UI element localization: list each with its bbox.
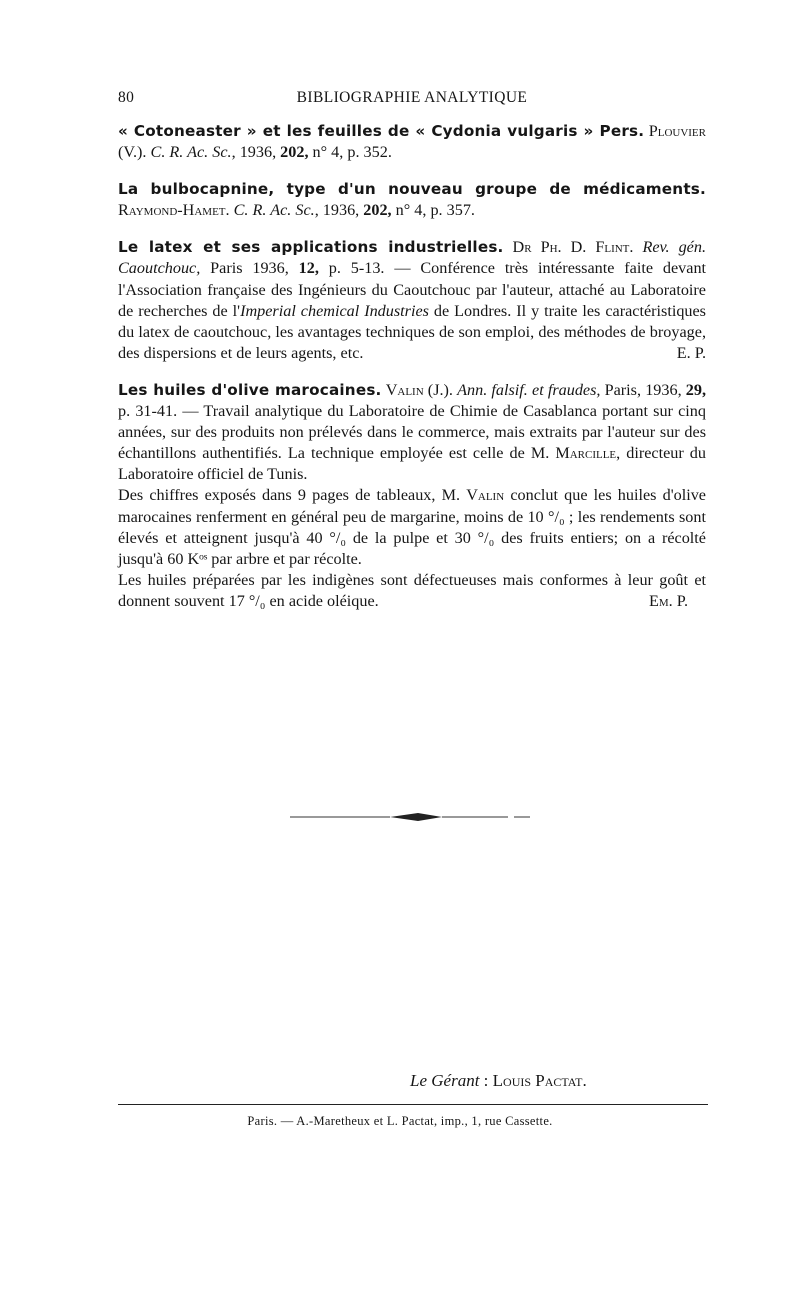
entry-place-year: Paris, 1936, [604,380,682,399]
entry-volume: 12, [298,259,319,278]
entry-pages: p. 5-13. [328,259,385,278]
entry-volume: 202, [363,201,392,220]
entry-para2-person: Valin [466,486,505,505]
entry-journal: Ann. falsif. et fraudes, [457,380,601,399]
entry-journal: Rev. gén. Caoutchouc, [118,238,707,278]
manager-signature [410,1071,587,1091]
entry-year: 1936, [322,201,360,220]
entry-title: La bulbocapnine, type d'un nouveau groupe de médicaments. [118,180,706,199]
manager-name: Louis Pactat. [492,1071,587,1090]
footer-rule [118,1104,708,1105]
bibliography-entry [118,237,706,364]
entry-title: Le latex et ses applications industrielles. [118,238,504,257]
page-number: 80 [118,89,135,106]
entry-title: « Cotoneaster » et les feuilles de « Cydonia vulgaris » Pers. [118,122,645,140]
section-end-ornament [290,810,530,824]
entry-para2-end: conclut que les huiles d'olive marocaines renferment en général peu de margarine, moins de 10 °/₀ ; les rendements sont élevés et atteignent jusqu'à 40 °/₀ de la pulpe et 30 °/₀ des fruits entiers; on a récolté jusqu'à 60 Kᵒˢ par arbre et par récolte. [118,486,706,568]
entry-author: Raymond-Hamet. [118,201,230,220]
entry-abstract: — Travail analytique du Laboratoire de Chimie de Casablanca portant sur cinq années, sur des produits non prélevés dans le commerce, mais extraits par l'auteur sur des échantillons authentifiés. La technique employée est celle de M. [118,402,706,463]
entry-para3: Les huiles préparées par les indigènes sont défectueuses mais conformes à leur goût et donnent souvent 17 °/₀ en acide oléique. [118,570,706,610]
entry-place-year: Paris 1936, [210,259,289,278]
manager-separator: : [479,1071,493,1090]
entry-para2-start: Des chiffres exposés dans 9 pages de tableaux, M. [118,486,467,505]
entry-signature: E. P. [676,343,706,362]
entry-pages: p. 31-41. [118,402,178,421]
bibliography-entry: La bulbocapnine, type d'un nouveau groupe de médicaments. Raymond-Hamet. C. R. Ac. Sc., 1936, 202, n° 4, p. 357. [118,180,706,220]
bibliography-entry [118,380,706,612]
bibliography-entry: « Cotoneaster » et les feuilles de « Cydonia vulgaris » Pers. Plouvier (V.). C. R. Ac. Sc., 1936, 202, n° 4, p. 352. [118,122,706,162]
bibliography-body [118,121,706,612]
entry-year: 1936, [239,143,277,162]
entry-author: Dr Ph. D. Flint. [512,238,634,257]
entry-issue-pages: n° 4, p. 352. [312,143,392,162]
entry-author: Valin (J.). [385,380,453,399]
page-header [118,89,706,113]
entry-issue-pages: n° 4, p. 357. [395,201,475,220]
entry-title: Les huiles d'olive marocaines. [118,380,382,399]
entry-abstract-person: Marcille [555,444,617,463]
entry-abstract-italic: Imperial chemical Industries [240,301,429,320]
entry-abstract-end: de Londres. Il y traite les caractéristiques du latex de caoutchouc, les avantages techniques de son emploi, des méthodes de broyage, des dispersions et de leurs agents, etc. [118,301,706,362]
manager-label: Le Gérant [410,1071,480,1090]
entry-journal: C. R. Ac. Sc. [150,143,232,162]
entry-abstract-end: , directeur du Laboratoire officiel de Tunis. [118,444,706,484]
entry-author: Plouvier (V.). [118,122,706,162]
printer-text: Paris. — A.-Maretheux et L. Pactat, imp., 1, rue Cassette. [247,1114,553,1128]
running-title: BIBLIOGRAPHIE ANALYTIQUE [296,89,528,106]
entry-volume: 202, [280,143,309,162]
entry-volume: 29, [685,380,706,399]
entry-abstract: — Conférence très intéressante faite devant l'Association française des Ingénieurs du Caoutchouc par l'auteur, attaché au Laboratoire de recherches de l' [118,259,707,320]
printer-imprint [0,1114,800,1129]
entry-journal: C. R. Ac. Sc. [233,201,315,220]
entry-signature: Em. P. [648,591,688,610]
